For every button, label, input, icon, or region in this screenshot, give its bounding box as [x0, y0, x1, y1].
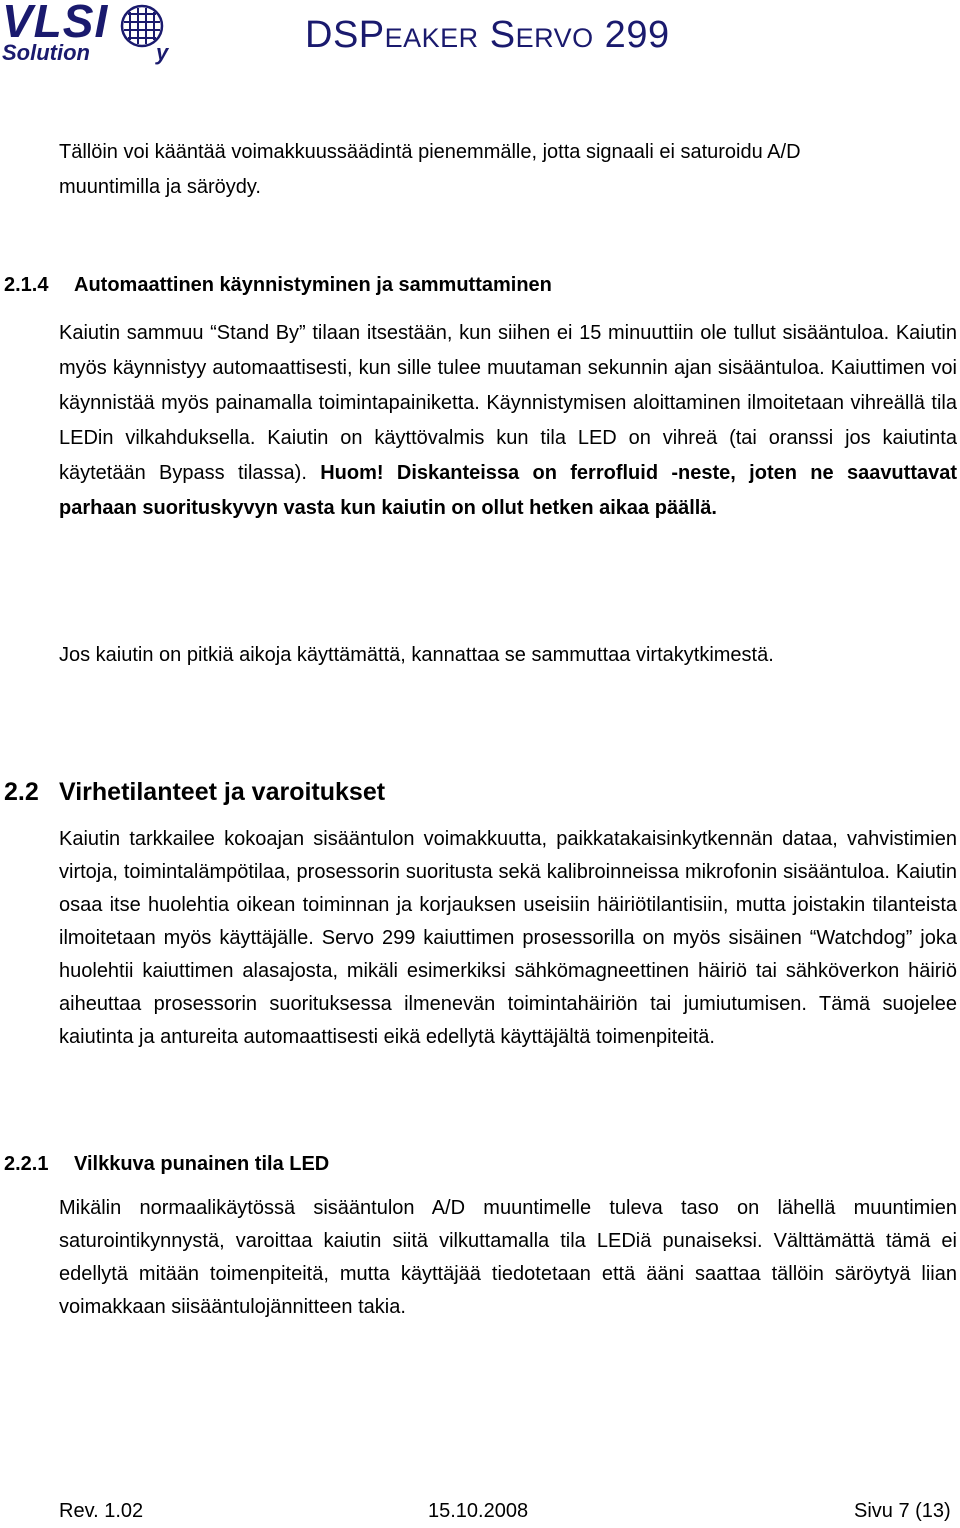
title-part: ERVO	[515, 23, 594, 53]
section-number: 2.2.1	[4, 1153, 49, 1175]
logo-subtext: Solution	[2, 40, 90, 65]
paragraph-text: Jos kaiutin on pitkiä aikoja käyttämättä, kannattaa se sammuttaa virtakytkimestä.	[59, 644, 774, 666]
title-part: EAKER	[384, 23, 479, 53]
paragraph-text: Kaiutin sammuu “Stand By” tilaan itsestään, kun siihen ei 15 minuuttiin ole tullut sisääntuloa. Kaiutin myös käynnistyy automaattisesti, kun sille tulee muutaman sekunnin ajan sisääntuloa. Kaiuttimen voi käynnistää myös painamalla toimintapainiketta. Käynnistymisen aloittaminen ilmoitetaan vihreällä tila LEDin vilkahduksella. Kaiutin on käyttövalmis kun tila LED on vihreä (tai oranssi jos kaiutinta käytetään Bypass tilassa).	[59, 322, 957, 484]
paragraph	[59, 823, 957, 1054]
section-heading	[4, 1153, 329, 1176]
paragraph	[59, 638, 957, 673]
section-heading	[4, 274, 552, 297]
section-number: 2.2	[4, 778, 39, 806]
title-part: DSP	[305, 14, 385, 56]
paragraph-text: Mikälin normaalikäytössä sisääntulon A/D muuntimelle tuleva taso on lähellä muuntimien saturointikynnystä, varoittaa kaiutin siitä vilkuttamalla tila LEDiä punaiseksi. Välttämättä tämä ei edellytä mitään toimenpiteitä, mutta käyttäjää tiedotetaan että ääni saattaa tällöin säröytyä liian voimakkaan siisääntulojännitteen takia.	[59, 1197, 957, 1318]
intro-line: Tällöin voi kääntää voimakkuussäädintä pienemmälle, jotta signaali ei saturoidu A/D	[59, 141, 801, 163]
intro-paragraph	[59, 135, 957, 205]
document-title	[305, 14, 670, 57]
footer-date: 15.10.2008	[428, 1500, 529, 1522]
section-title: Automaattinen käynnistyminen ja sammuttaminen	[74, 274, 552, 296]
logo-y: y	[156, 40, 169, 65]
footer-revision: Rev. 1.02	[59, 1500, 144, 1522]
paragraph	[59, 1192, 957, 1324]
title-part: 299	[593, 14, 670, 56]
paragraph-text: Kaiutin tarkkailee kokoajan sisääntulon voimakkuutta, paikkatakaisinkytkennän dataa, vahvistimien virtoja, toimintalämpötilaa, prosessorin suoritusta sekä kalibroinneissa mikrofonin sisääntuloa. Kaiutin osaa itse huolehtia oikean toiminnan ja korjauksen useisiin häiriötilantisiin, mutta joistakin tilanteista ilmoitetaan myös käyttäjälle. Servo 299 kaiuttimen prosessorilla on myös sisäinen “Watchdog” joka huolehtii kaiuttimen alasajosta, mikäli esimerkiksi sähkömagneettinen häiriö tai sähköverkon häiriö aiheuttaa prosessorin suorituksessa ilmenevän toimintahäiriön tai jumiutumisen. Tämä suojelee kaiutinta ja antureita automaattisesti eikä edellytä käyttäjältä toimenpiteitä.	[59, 828, 957, 1048]
note-text: Huom! Diskanteissa on ferrofluid -neste, joten ne saavuttavat parhaan suorituskyvyn vasta kun kaiutin on ollut hetken aikaa päällä.	[59, 462, 958, 519]
section-number: 2.1.4	[4, 274, 49, 296]
footer-page-number: Sivu 7 (13)	[854, 1500, 951, 1522]
logo-text: VLSI	[2, 0, 109, 47]
section-title: Vilkkuva punainen tila LED	[74, 1153, 330, 1175]
vlsi-logo	[0, 0, 190, 70]
paragraph	[59, 316, 957, 526]
section-title: Virhetilanteet ja varoitukset	[59, 778, 386, 806]
intro-line: muuntimilla ja säröydy.	[59, 176, 261, 198]
section-heading	[4, 778, 385, 807]
title-part: S	[478, 14, 516, 56]
